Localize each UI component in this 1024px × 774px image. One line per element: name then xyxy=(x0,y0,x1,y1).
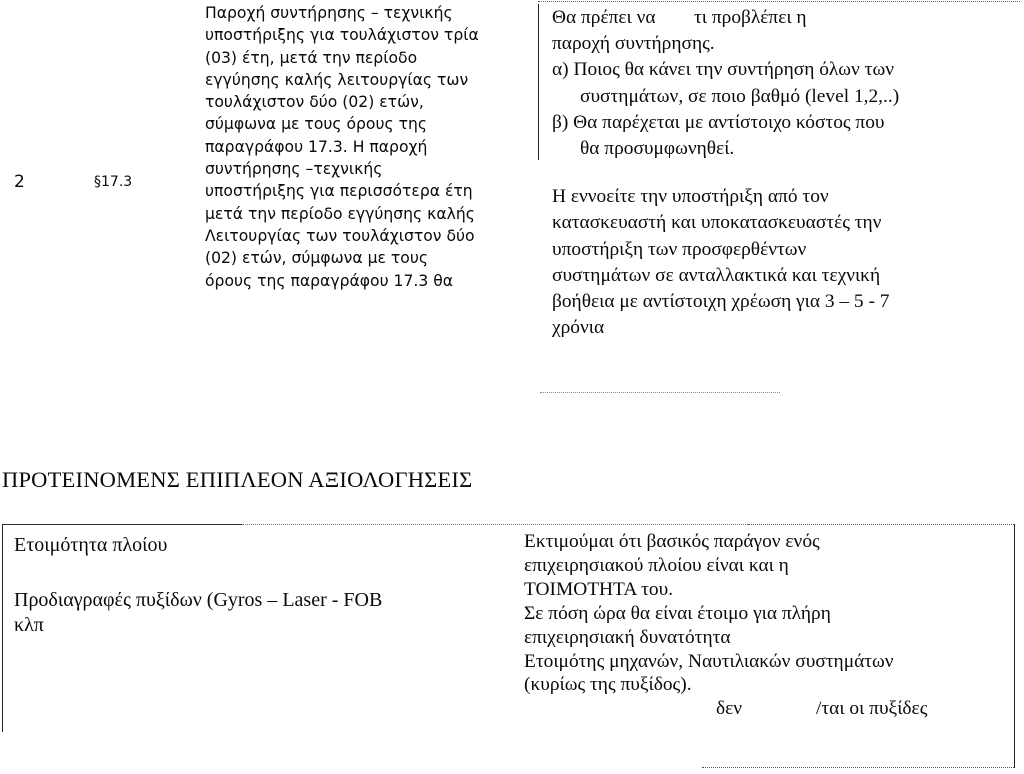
table-border-top xyxy=(2,524,242,525)
response-paragraph-2 xyxy=(552,184,1022,341)
requirement-line: παραγράφου 17.3. Η παροχή xyxy=(205,137,428,156)
response-item-b-cont: θα προσυμφωνηθεί. xyxy=(580,138,735,160)
response-item-a: α) Ποιος θα κάνει την συντήρηση όλων των xyxy=(552,59,894,81)
response-item-a-cont: συστημάτων, σε ποιο βαθμό (level 1,2,..) xyxy=(580,85,900,107)
answer-line: (κυρίως της πυξίδος). xyxy=(524,674,692,696)
table-border-top xyxy=(242,524,748,525)
answer-last-start: δεν xyxy=(716,698,743,720)
evaluation-table xyxy=(2,524,1016,768)
answer-last-line xyxy=(524,697,1014,721)
requirement-line: υποστήριξης για τουλάχιστον τρία xyxy=(205,26,479,45)
requirement-text xyxy=(205,2,535,292)
answer-line: επιχειρησιακή δυνατότητα xyxy=(524,626,731,648)
section-title: ΠΡΟΤΕΙΝΟΜΕΝΣ ΕΠΙΠΛΕΟΝ ΑΞΙΟΛΟΓΗΣΕΙΣ xyxy=(2,467,473,492)
answer-line: Ετοιμότης μηχανών, Ναυτιλιακών συστημάτων xyxy=(524,650,894,672)
answer-lines xyxy=(524,530,1014,697)
requirement-line: (03) έτη, μετά την περίοδο xyxy=(205,48,418,67)
response-paragraph-line: υποστήριξη των προσφερθέντων xyxy=(552,238,807,260)
row-number: 2 xyxy=(14,172,25,192)
answer-line: ΤΟΙΜΟΤΗΤΑ του. xyxy=(524,578,674,600)
requirement-line: σύμφωνα με τους όρους της xyxy=(205,115,428,134)
response-line: παροχή συντήρησης. xyxy=(552,33,715,55)
response-line1-end: τι προβλέπει η xyxy=(694,7,807,28)
response-paragraph-line: συστημάτων σε ανταλλακτικά και τεχνική xyxy=(552,264,881,286)
requirement-line: τουλάχιστον δύο (02) ετών, xyxy=(205,93,424,112)
requirement-line: Παροχή συντήρησης – τεχνικής xyxy=(205,4,453,22)
answer-line: Σε πόση ώρα θα είναι έτοιμο για πλήρη xyxy=(524,602,831,624)
answer-text xyxy=(524,530,1014,721)
criterion-line: Προδιαγραφές πυξίδων (Gyros – Laser - FOB xyxy=(14,589,383,611)
column-divider xyxy=(538,4,539,160)
response-paragraph-line: χρόνια xyxy=(552,317,605,339)
criterion-compass-specs xyxy=(14,588,514,637)
table-border-right xyxy=(1014,524,1015,768)
response-text xyxy=(552,5,1022,341)
table-border-bottom xyxy=(702,767,1014,768)
criterion-line: κλπ xyxy=(14,613,44,636)
response-item-b: β) Θα παρέχεται με αντίστοιχο κόστος που xyxy=(552,111,885,133)
table-border-top xyxy=(748,524,1014,525)
requirement-line: (02) ετών, σύμφωνα με τους xyxy=(205,249,428,268)
response-paragraph-line: κατασκευαστή και υποκατασκευαστές την xyxy=(552,212,882,234)
requirement-line: Λειτουργίας των τουλάχιστον δύο xyxy=(205,226,475,245)
criterion-ship-readiness: Ετοιμότητα πλοίου xyxy=(14,534,168,556)
table-top-border xyxy=(538,1,1020,2)
response-line1-start: Θα πρέπει να xyxy=(552,7,656,28)
answer-line: Εκτιμούμαι ότι βασικός παράγον ενός xyxy=(524,531,820,552)
row-reference: §17.3 xyxy=(94,174,133,190)
response-paragraph-line: Η εννοείτε την υποστήριξη από τον xyxy=(552,186,829,208)
requirement-line: συντήρησης –τεχνικής xyxy=(205,160,383,179)
requirement-line: όρους της παραγράφου 17.3 θα xyxy=(205,271,454,290)
requirement-line: υποστήριξης για περισσότερα έτη xyxy=(205,182,473,201)
response-line xyxy=(552,5,1022,31)
response-paragraph-line: βοήθεια με αντίστοιχη χρέωση για 3 – 5 - 7 xyxy=(552,291,890,313)
answer-last-end: /ται οι πυξίδες xyxy=(816,698,928,720)
requirement-line: μετά την περίοδο εγγύησης καλής xyxy=(205,204,475,223)
table-bottom-border xyxy=(540,392,780,393)
answer-line: επιχειρησιακού πλοίου είναι και η xyxy=(524,554,789,576)
table-border-left xyxy=(2,524,3,732)
requirement-line: εγγύησης καλής λειτουργίας των xyxy=(205,70,469,89)
